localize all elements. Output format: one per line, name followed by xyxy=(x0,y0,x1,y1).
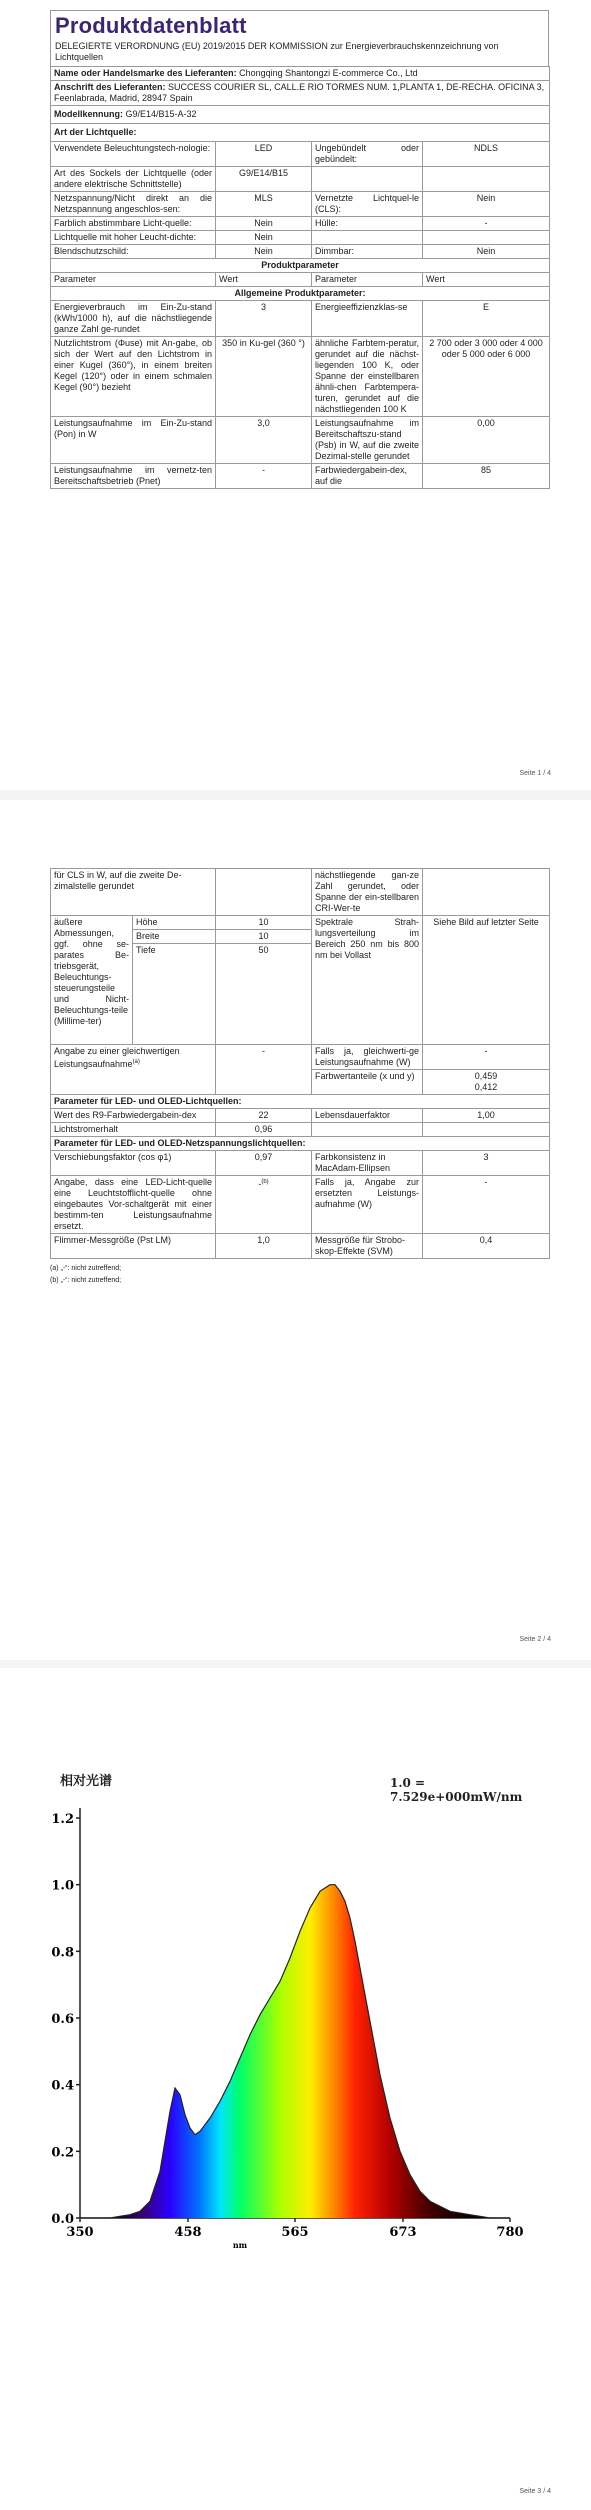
spectral-value: Siehe Bild auf letzter Seite xyxy=(423,916,550,1045)
dim-depth-value: 50 xyxy=(216,944,312,1045)
cell-value: Nein xyxy=(216,245,312,259)
table-row xyxy=(51,142,550,167)
cell-value: Nein xyxy=(423,245,550,259)
y-tick-label: 1.2 xyxy=(51,1812,74,1827)
chart-title: 相对光谱 xyxy=(60,1774,113,1789)
supplier-name-value: Chongqing Shantongzi E-commerce Co., Ltd xyxy=(239,68,418,78)
cell-label: nächstliegende gan-ze Zahl gerundet, oder Spanne der ein-stellbaren CRI-Wer-te xyxy=(312,869,423,916)
supplier-name-label: Name oder Handelsmarke des Lieferanten: xyxy=(54,68,237,78)
light-source-type-heading: Art der Lichtquelle: xyxy=(51,124,550,142)
cell-label xyxy=(312,167,423,192)
cell-label: Vernetzte Lichtquel-le (CLS): xyxy=(312,192,423,217)
cell-label xyxy=(312,231,423,245)
supplier-name-row xyxy=(51,67,550,81)
table-row xyxy=(51,1176,550,1234)
column-header-value: Wert xyxy=(423,273,550,287)
cell-label: Farblich abstimmbare Licht-quelle: xyxy=(51,217,216,231)
equiv-power-label: Falls ja, gleichwerti-ge Leistungsaufnahme (W) xyxy=(312,1045,423,1070)
x-tick-label: 780 xyxy=(496,2225,524,2240)
cell-label: Netzspannung/Nicht direkt an die Netzspannung angeschlos-sen: xyxy=(51,192,216,217)
replacement-label: Angabe, dass eine LED-Licht-quelle eine Leuchtstofflicht-quelle ohne eingebautes Vor-schaltgerät mit einer bestimm-ten Leistungsaufnahme ersetzt. xyxy=(51,1176,216,1234)
spectrum-plot xyxy=(40,1768,530,2248)
lumen-maintenance-value: 0,96 xyxy=(216,1123,312,1137)
replaced-power-value: - xyxy=(423,1176,550,1234)
footnote-a: (a) „-“: nicht zutreffend; xyxy=(50,1265,122,1272)
model-value: G9/E14/B15-A-32 xyxy=(125,109,197,119)
r9-label: Wert des R9-Farbwiedergabein-dex xyxy=(51,1109,216,1123)
replacement-value: - xyxy=(258,1179,262,1189)
table-row xyxy=(51,1234,550,1259)
cell-label: Art des Sockels der Lichtquelle (oder andere elektrische Schnittstelle) xyxy=(51,167,216,192)
dim-height-label: Höhe xyxy=(133,916,216,930)
x-tick-label: 350 xyxy=(66,2225,94,2240)
dim-height-value: 10 xyxy=(216,916,312,930)
footnote-marker: (a) xyxy=(132,1059,140,1065)
dim-width-value: 10 xyxy=(216,930,312,944)
datasheet-table-2 xyxy=(50,868,550,1259)
cell-value: Nein xyxy=(216,217,312,231)
footnotes xyxy=(50,1263,549,1287)
cell-label: Leistungsaufnahme im vernetz-ten Bereitschaftsbetrieb (Pnet) xyxy=(51,464,216,489)
column-header-value: Wert xyxy=(216,273,312,287)
footnote-b: (b) „-“: nicht zutreffend; xyxy=(50,1277,122,1284)
spectral-label: Spektrale Strah-lungsverteilung im Bereich 250 nm bis 800 nm bei Vollast xyxy=(312,916,423,1045)
spectrum-chart xyxy=(40,1768,530,2248)
flicker-value: 1,0 xyxy=(216,1234,312,1259)
cell-value: NDLS xyxy=(423,142,550,167)
color-consistency-label: Farbkonsistenz in MacAdam-Ellipsen xyxy=(312,1151,423,1176)
cell-value xyxy=(423,231,550,245)
cell-label: Leistungsaufnahme im Ein-Zu-stand (Pon) in W xyxy=(51,417,216,464)
table-row xyxy=(51,1045,550,1070)
cell-value: Nein xyxy=(216,231,312,245)
cell-value xyxy=(423,1123,550,1137)
cell-label: Nutzlichtstrom (Φuse) mit An-gabe, ob sich der Wert auf den Lichtstrom in einer Kugel (360°), in einem breiten Kegel (120°) oder in einem schmalen Kegel (90°) bezieht xyxy=(51,337,216,417)
table-row xyxy=(51,1109,550,1123)
equiv-power-value: - xyxy=(423,1045,550,1070)
page-footer: Seite 3 / 4 xyxy=(519,2488,551,2495)
page-footer: Seite 1 / 4 xyxy=(519,770,551,777)
table-row xyxy=(51,464,550,489)
document-title: Produktdatenblatt xyxy=(55,13,247,38)
chroma-value: 0,459 0,412 xyxy=(423,1070,550,1095)
column-header-parameter: Parameter xyxy=(312,273,423,287)
x-tick-label: 458 xyxy=(174,2225,202,2240)
r9-value: 22 xyxy=(216,1109,312,1123)
table-row xyxy=(51,417,550,464)
table-row xyxy=(51,337,550,417)
dimensions-label: äußere Abmessungen, ggf. ohne se-parates Be-triebsgerät, Beleuchtungs-steuerungsteile und Nicht-Beleuchtungs-teile (Millime-ter) xyxy=(51,916,133,1045)
table-row xyxy=(51,231,550,245)
table-row xyxy=(51,217,550,231)
datasheet-table-1 xyxy=(50,66,550,489)
flicker-label: Flimmer-Messgröße (Pst LM) xyxy=(51,1234,216,1259)
stroboscopic-value: 0,4 xyxy=(423,1234,550,1259)
cell-value xyxy=(423,869,550,916)
cell-label: Energieverbrauch im Ein-Zu-stand (kWh/1000 h), auf die nächstliegende ganze Zahl ge-rundet xyxy=(51,301,216,337)
table-row xyxy=(51,167,550,192)
general-params-heading: Allgemeine Produktparameter: xyxy=(51,287,550,301)
cell-value: 350 in Ku-gel (360 °) xyxy=(216,337,312,417)
y-tick-label: 0.6 xyxy=(51,2012,74,2027)
survival-label: Lebensdauerfaktor xyxy=(312,1109,423,1123)
chroma-label: Farbwertanteile (x und y) xyxy=(312,1070,423,1095)
equiv-label: Angabe zu einer gleichwertigen Leistungsaufnahme xyxy=(54,1046,180,1069)
cell-value: Nein xyxy=(423,192,550,217)
shift-factor-label: Verschiebungsfaktor (cos φ1) xyxy=(51,1151,216,1176)
dim-depth-label: Tiefe xyxy=(133,944,216,1045)
equiv-label-cell xyxy=(51,1045,216,1095)
color-consistency-value: 3 xyxy=(423,1151,550,1176)
page-3 xyxy=(0,1668,591,2510)
title-box xyxy=(50,10,549,66)
column-header-row xyxy=(51,273,550,287)
table-row xyxy=(51,1151,550,1176)
cell-value: 0,00 xyxy=(423,417,550,464)
cell-value: 2 700 oder 3 000 oder 4 000 oder 5 000 oder 6 000 xyxy=(423,337,550,417)
cell-label: für CLS in W, auf die zweite De-zimalstelle gerundet xyxy=(51,869,216,916)
survival-value: 1,00 xyxy=(423,1109,550,1123)
supplier-address-value: SUCCESS COURIER SL, CALL.E RIO TORMES NUM. 1,PLANTA 1, DE-RECHA. OFICINA 3, Feenlabrada, Madrid, 28947 Spain xyxy=(54,82,545,103)
mains-params-heading: Parameter für LED- und OLED-Netzspannungslichtquellen: xyxy=(51,1137,550,1151)
cell-label: Verwendete Beleuchtungstech-nologie: xyxy=(51,142,216,167)
cell-value: G9/E14/B15 xyxy=(216,167,312,192)
y-tick-label: 0.8 xyxy=(51,1945,74,1961)
page-footer: Seite 2 / 4 xyxy=(519,1636,551,1643)
cell-label: Hülle: xyxy=(312,217,423,231)
regulation-text: DELEGIERTE VERORDNUNG (EU) 2019/2015 DER KOMMISSION zur Energieverbrauchskennzeichnung von Lichtquellen xyxy=(55,41,499,62)
cell-label: Leistungsaufnahme im Bereitschaftszu-stand (Psb) in W, auf die zweite Dezimal-stelle gerundet xyxy=(312,417,423,464)
y-tick-label: 0.4 xyxy=(51,2078,74,2094)
cell-label: Farbwiedergabein-dex, auf die xyxy=(312,464,423,489)
x-unit-label: nm xyxy=(232,2240,248,2248)
cell-label: Energieeffizienzklas-se xyxy=(312,301,423,337)
table-row xyxy=(51,245,550,259)
cell-value: - xyxy=(216,464,312,489)
footnote-marker: (b) xyxy=(261,1179,269,1185)
cell-label: ähnliche Farbtem-peratur, gerundet auf die nächst-liegenden 100 K, oder Spanne der einstellbaren ähnli-chen Farbtempera-turen, gerundet auf die nächstliegenden 100 K xyxy=(312,337,423,417)
cell-value: 3,0 xyxy=(216,417,312,464)
spectrum-fill xyxy=(80,1818,510,2218)
lumen-maintenance-label: Lichtstromerhalt xyxy=(51,1123,216,1137)
replacement-value-cell xyxy=(216,1176,312,1234)
datasheet-page-1 xyxy=(50,10,549,489)
model-label: Modellkennung: xyxy=(54,109,123,119)
product-params-heading: Produktparameter xyxy=(51,259,550,273)
cell-value: - xyxy=(423,217,550,231)
dim-width-label: Breite xyxy=(133,930,216,944)
datasheet-page-2 xyxy=(50,868,549,1287)
cell-label: Ungebündelt oder gebündelt: xyxy=(312,142,423,167)
cell-label: Dimmbar: xyxy=(312,245,423,259)
y-tick-label: 0.2 xyxy=(51,2145,74,2161)
stroboscopic-label: Messgröße für Strobo-skop-Effekte (SVM) xyxy=(312,1234,423,1259)
supplier-address-label: Anschrift des Lieferanten: xyxy=(54,82,166,92)
cell-value xyxy=(216,869,312,916)
cell-value: 3 xyxy=(216,301,312,337)
cell-value xyxy=(423,167,550,192)
chart-scale-note: 1.0 = 7.529e+000mW/nm xyxy=(390,1776,523,1804)
table-row xyxy=(51,869,550,916)
led-params-heading: Parameter für LED- und OLED-Lichtquellen: xyxy=(51,1095,550,1109)
cell-value: LED xyxy=(216,142,312,167)
cell-label xyxy=(312,1123,423,1137)
x-tick-label: 673 xyxy=(389,2225,417,2240)
y-tick-label: 1.0 xyxy=(51,1878,74,1894)
table-row xyxy=(51,301,550,337)
shift-factor-value: 0,97 xyxy=(216,1151,312,1176)
cell-label: Lichtquelle mit hoher Leucht-dichte: xyxy=(51,231,216,245)
table-row xyxy=(51,1123,550,1137)
x-tick-label: 565 xyxy=(281,2225,309,2240)
page-1 xyxy=(0,0,591,790)
replaced-power-label: Falls ja, Angabe zur ersetzten Leistungs-aufnahme (W) xyxy=(312,1176,423,1234)
cell-value: 85 xyxy=(423,464,550,489)
table-row xyxy=(51,916,550,930)
cell-value: E xyxy=(423,301,550,337)
table-row xyxy=(51,192,550,217)
y-tick-label: 0.0 xyxy=(51,2212,74,2227)
cell-label: Blendschutzschild: xyxy=(51,245,216,259)
model-row xyxy=(51,106,550,124)
column-header-parameter: Parameter xyxy=(51,273,216,287)
supplier-address-row xyxy=(51,81,550,106)
page-2 xyxy=(0,800,591,1660)
equiv-value: - xyxy=(216,1045,312,1095)
cell-value: MLS xyxy=(216,192,312,217)
